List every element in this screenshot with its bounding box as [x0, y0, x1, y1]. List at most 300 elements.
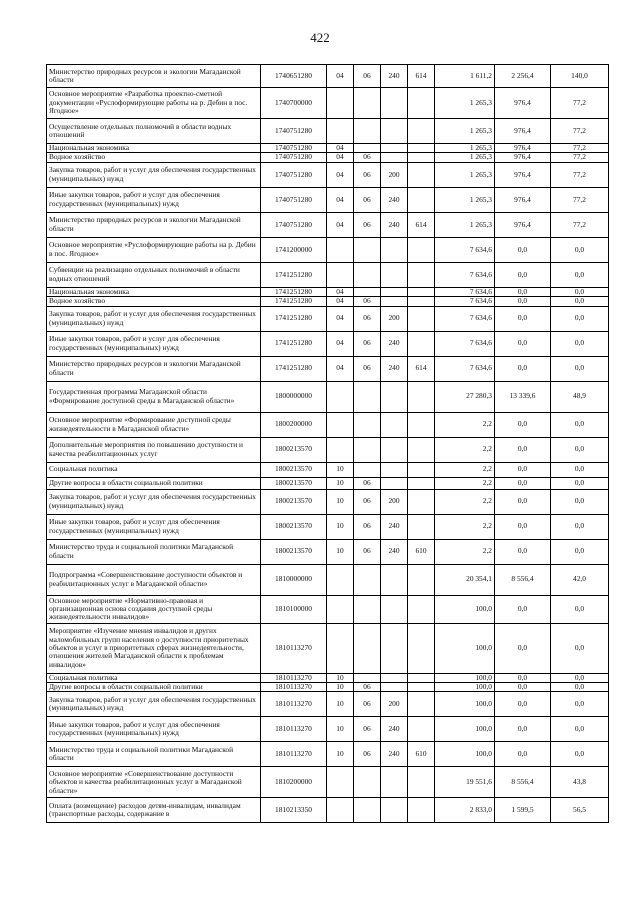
row-actual: 0,0 [495, 437, 551, 462]
row-subsection [354, 673, 381, 682]
row-section: 04 [327, 287, 354, 296]
row-percent: 77,2 [551, 187, 609, 212]
row-department: 614 [408, 65, 435, 88]
row-department [408, 623, 435, 673]
row-code: 1810113270 [261, 683, 327, 692]
row-expense-type [381, 462, 408, 477]
row-section: 04 [327, 187, 354, 212]
row-expense-type [381, 237, 408, 262]
row-actual: 0,0 [495, 477, 551, 489]
row-percent: 0,0 [551, 297, 609, 306]
row-name: Оплата (возмещение) расходов детям-инвалидам, инвалидам (транспортные расходы, содержание в [47, 798, 261, 823]
row-subsection [354, 262, 381, 287]
table-row [47, 595, 609, 623]
row-percent: 0,0 [551, 683, 609, 692]
row-subsection [354, 88, 381, 119]
row-actual: 0,0 [495, 717, 551, 742]
row-percent: 0,0 [551, 412, 609, 437]
row-plan: 100,0 [435, 742, 495, 767]
row-department [408, 564, 435, 595]
row-percent: 0,0 [551, 673, 609, 682]
row-expense-type [381, 144, 408, 153]
row-expense-type: 200 [381, 489, 408, 514]
row-percent: 0,0 [551, 692, 609, 717]
row-plan: 100,0 [435, 623, 495, 673]
row-subsection: 06 [354, 683, 381, 692]
row-department [408, 477, 435, 489]
row-percent: 0,0 [551, 595, 609, 623]
row-actual: 0,0 [495, 623, 551, 673]
budget-table [46, 64, 609, 823]
row-section: 10 [327, 742, 354, 767]
table-row [47, 237, 609, 262]
row-department [408, 262, 435, 287]
row-section: 10 [327, 683, 354, 692]
row-section: 04 [327, 65, 354, 88]
row-name: Подпрограмма «Совершенствование доступности объектов и реабилитационных услуг в Магаданской области» [47, 564, 261, 595]
row-actual: 976,4 [495, 144, 551, 153]
row-code: 1800000000 [261, 381, 327, 412]
row-code: 1741251280 [261, 297, 327, 306]
row-name: Национальная экономика [47, 144, 261, 153]
row-actual: 0,0 [495, 356, 551, 381]
row-subsection: 06 [354, 162, 381, 187]
row-expense-type [381, 153, 408, 162]
row-subsection: 06 [354, 187, 381, 212]
row-code: 1740751280 [261, 153, 327, 162]
row-code: 1740751280 [261, 162, 327, 187]
row-code: 1741200000 [261, 237, 327, 262]
row-expense-type [381, 262, 408, 287]
page-number: 422 [310, 30, 330, 45]
row-plan: 2,2 [435, 462, 495, 477]
table-row [47, 717, 609, 742]
row-subsection: 06 [354, 717, 381, 742]
row-plan: 2,2 [435, 477, 495, 489]
row-subsection [354, 381, 381, 412]
row-percent: 0,0 [551, 437, 609, 462]
row-department [408, 514, 435, 539]
row-actual: 0,0 [495, 742, 551, 767]
row-percent: 0,0 [551, 237, 609, 262]
row-percent: 77,2 [551, 212, 609, 237]
table-row [47, 489, 609, 514]
row-department [408, 237, 435, 262]
row-plan: 1 265,3 [435, 212, 495, 237]
row-name: Социальная политика [47, 673, 261, 682]
row-subsection: 06 [354, 212, 381, 237]
row-expense-type [381, 564, 408, 595]
table-row [47, 673, 609, 682]
row-expense-type [381, 381, 408, 412]
row-name: Дополнительные мероприятия по повышению доступности и качества реабилитационных услуг [47, 437, 261, 462]
row-subsection [354, 564, 381, 595]
row-actual: 0,0 [495, 683, 551, 692]
row-department [408, 331, 435, 356]
row-department [408, 162, 435, 187]
row-expense-type [381, 437, 408, 462]
row-percent: 77,2 [551, 153, 609, 162]
row-section [327, 623, 354, 673]
row-section [327, 262, 354, 287]
table-row [47, 623, 609, 673]
row-plan: 100,0 [435, 673, 495, 682]
row-code: 1800213570 [261, 437, 327, 462]
row-subsection [354, 119, 381, 144]
table-row [47, 381, 609, 412]
row-section [327, 767, 354, 798]
row-name: Иные закупки товаров, работ и услуг для обеспечения государственных (муниципальных) нужд [47, 187, 261, 212]
table-row [47, 356, 609, 381]
row-plan: 1 265,3 [435, 162, 495, 187]
table-row [47, 153, 609, 162]
row-plan: 2,2 [435, 514, 495, 539]
row-department [408, 767, 435, 798]
row-department [408, 798, 435, 823]
row-percent: 0,0 [551, 623, 609, 673]
row-actual: 13 339,6 [495, 381, 551, 412]
row-subsection: 06 [354, 331, 381, 356]
row-plan: 7 634,6 [435, 356, 495, 381]
row-subsection [354, 437, 381, 462]
row-percent: 48,9 [551, 381, 609, 412]
table-row [47, 187, 609, 212]
row-section: 10 [327, 717, 354, 742]
table-row [47, 767, 609, 798]
row-plan: 7 634,6 [435, 306, 495, 331]
row-percent: 0,0 [551, 489, 609, 514]
row-code: 1800213570 [261, 477, 327, 489]
row-name: Основное мероприятие «Совершенствование доступности объектов и качества реабилитационных услуг в Магаданской области» [47, 767, 261, 798]
row-subsection [354, 623, 381, 673]
row-percent: 0,0 [551, 262, 609, 287]
row-subsection [354, 412, 381, 437]
row-code: 1740751280 [261, 212, 327, 237]
table-row [47, 462, 609, 477]
row-expense-type [381, 119, 408, 144]
row-percent: 0,0 [551, 477, 609, 489]
row-expense-type: 240 [381, 742, 408, 767]
row-expense-type [381, 673, 408, 682]
row-expense-type [381, 412, 408, 437]
row-name: Министерство труда и социальной политики Магаданской области [47, 539, 261, 564]
row-expense-type [381, 287, 408, 296]
row-department [408, 692, 435, 717]
row-expense-type: 200 [381, 306, 408, 331]
row-expense-type [381, 767, 408, 798]
table-row [47, 477, 609, 489]
row-code: 1740700000 [261, 88, 327, 119]
row-section [327, 88, 354, 119]
row-plan: 27 280,3 [435, 381, 495, 412]
row-actual: 0,0 [495, 412, 551, 437]
row-name: Основное мероприятие «Руслоформирующие работы на р. Дебин в пос. Ягодное» [47, 237, 261, 262]
table-row [47, 65, 609, 88]
row-name: Закупка товаров, работ и услуг для обеспечения государственных (муниципальных) нужд [47, 306, 261, 331]
table-body [47, 65, 609, 823]
row-percent: 56,5 [551, 798, 609, 823]
row-name: Основное мероприятие «Разработка проектно-сметной документации «Руслоформирующие работы на р. Дебин в пос. Ягодное» [47, 88, 261, 119]
row-actual: 976,4 [495, 153, 551, 162]
row-department [408, 462, 435, 477]
row-subsection [354, 287, 381, 296]
row-plan: 1 265,3 [435, 119, 495, 144]
row-percent: 0,0 [551, 539, 609, 564]
row-expense-type: 240 [381, 717, 408, 742]
row-section: 10 [327, 673, 354, 682]
row-percent: 0,0 [551, 462, 609, 477]
row-actual: 0,0 [495, 287, 551, 296]
row-plan: 2,2 [435, 539, 495, 564]
row-section: 04 [327, 306, 354, 331]
row-name: Закупка товаров, работ и услуг для обеспечения государственных (муниципальных) нужд [47, 489, 261, 514]
row-section: 04 [327, 162, 354, 187]
row-subsection: 06 [354, 692, 381, 717]
row-actual: 8 556,4 [495, 564, 551, 595]
row-section: 04 [327, 153, 354, 162]
row-plan: 1 265,3 [435, 187, 495, 212]
row-name: Министерство природных ресурсов и экологии Магаданской области [47, 356, 261, 381]
table-row [47, 539, 609, 564]
row-department [408, 412, 435, 437]
table-row [47, 564, 609, 595]
row-code: 1810113270 [261, 742, 327, 767]
row-actual: 976,4 [495, 88, 551, 119]
row-department [408, 595, 435, 623]
row-name: Основное мероприятие «Нормативно-правовая и организационная основа создания доступной среды жизнедеятельности инвалидов» [47, 595, 261, 623]
row-actual: 976,4 [495, 119, 551, 144]
row-subsection: 06 [354, 489, 381, 514]
row-expense-type [381, 297, 408, 306]
row-name: Социальная политика [47, 462, 261, 477]
row-subsection [354, 767, 381, 798]
row-subsection [354, 144, 381, 153]
row-department: 614 [408, 212, 435, 237]
row-subsection: 06 [354, 539, 381, 564]
table-row [47, 331, 609, 356]
row-name: Национальная экономика [47, 287, 261, 296]
table-row [47, 306, 609, 331]
row-subsection: 06 [354, 297, 381, 306]
row-department [408, 683, 435, 692]
row-code: 1810113270 [261, 692, 327, 717]
row-code: 1741251280 [261, 306, 327, 331]
row-plan: 100,0 [435, 692, 495, 717]
row-actual: 976,4 [495, 212, 551, 237]
row-department [408, 437, 435, 462]
row-expense-type [381, 798, 408, 823]
row-plan: 1 265,3 [435, 153, 495, 162]
row-plan: 2,2 [435, 437, 495, 462]
row-subsection: 06 [354, 65, 381, 88]
row-department: 614 [408, 356, 435, 381]
row-department [408, 717, 435, 742]
row-percent: 0,0 [551, 356, 609, 381]
table-row [47, 297, 609, 306]
row-subsection: 06 [354, 742, 381, 767]
row-actual: 2 256,4 [495, 65, 551, 88]
table-row [47, 287, 609, 296]
row-name: Основное мероприятие «Формирование доступной среды жизнедеятельности в Магаданской области» [47, 412, 261, 437]
row-code: 1810113270 [261, 673, 327, 682]
row-expense-type: 240 [381, 212, 408, 237]
row-subsection: 06 [354, 514, 381, 539]
table-row [47, 88, 609, 119]
row-section: 10 [327, 489, 354, 514]
row-code: 1800213570 [261, 514, 327, 539]
row-code: 1741251280 [261, 287, 327, 296]
row-expense-type: 200 [381, 692, 408, 717]
row-section [327, 412, 354, 437]
row-department [408, 187, 435, 212]
row-actual: 8 556,4 [495, 767, 551, 798]
row-plan: 1 265,3 [435, 144, 495, 153]
table-row [47, 212, 609, 237]
row-subsection [354, 237, 381, 262]
row-code: 1810100000 [261, 595, 327, 623]
row-department: 610 [408, 539, 435, 564]
row-department [408, 119, 435, 144]
row-name: Министерство труда и социальной политики Магаданской области [47, 742, 261, 767]
row-name: Водное хозяйство [47, 297, 261, 306]
row-department [408, 297, 435, 306]
row-actual: 0,0 [495, 489, 551, 514]
row-actual: 976,4 [495, 187, 551, 212]
row-plan: 7 634,6 [435, 331, 495, 356]
row-code: 1800213570 [261, 539, 327, 564]
row-expense-type: 200 [381, 162, 408, 187]
row-code: 1740751280 [261, 187, 327, 212]
row-actual: 0,0 [495, 297, 551, 306]
row-actual: 0,0 [495, 692, 551, 717]
row-plan: 1 265,3 [435, 88, 495, 119]
row-actual: 0,0 [495, 462, 551, 477]
row-plan: 7 634,6 [435, 262, 495, 287]
row-plan: 100,0 [435, 717, 495, 742]
row-name: Министерство природных ресурсов и экологии Магаданской области [47, 212, 261, 237]
row-code: 1740651280 [261, 65, 327, 88]
row-department [408, 381, 435, 412]
row-percent: 0,0 [551, 717, 609, 742]
row-department [408, 144, 435, 153]
row-section: 04 [327, 297, 354, 306]
row-code: 1741251280 [261, 331, 327, 356]
row-expense-type [381, 88, 408, 119]
row-expense-type: 240 [381, 514, 408, 539]
row-percent: 77,2 [551, 144, 609, 153]
row-plan: 1 611,2 [435, 65, 495, 88]
row-section: 10 [327, 692, 354, 717]
row-plan: 7 634,6 [435, 297, 495, 306]
row-percent: 0,0 [551, 287, 609, 296]
row-code: 1810113270 [261, 623, 327, 673]
row-code: 1800213570 [261, 489, 327, 514]
row-code: 1740751280 [261, 119, 327, 144]
table-row [47, 437, 609, 462]
row-plan: 20 354,1 [435, 564, 495, 595]
row-plan: 100,0 [435, 595, 495, 623]
row-subsection: 06 [354, 477, 381, 489]
row-section: 04 [327, 331, 354, 356]
table-row [47, 798, 609, 823]
row-subsection [354, 798, 381, 823]
row-name: Другие вопросы в области социальной политики [47, 477, 261, 489]
row-section: 04 [327, 144, 354, 153]
row-plan: 2 833,0 [435, 798, 495, 823]
row-expense-type: 240 [381, 187, 408, 212]
table-row [47, 742, 609, 767]
row-name: Министерство природных ресурсов и экологии Магаданской области [47, 65, 261, 88]
row-subsection [354, 595, 381, 623]
row-name: Осуществление отдельных полномочий в области водных отношений [47, 119, 261, 144]
row-subsection: 06 [354, 306, 381, 331]
row-actual: 0,0 [495, 262, 551, 287]
row-department [408, 88, 435, 119]
row-expense-type [381, 477, 408, 489]
row-name: Государственная программа Магаданской области «Формирование доступной среды в Магаданской области» [47, 381, 261, 412]
table-row [47, 514, 609, 539]
row-plan: 100,0 [435, 683, 495, 692]
row-actual: 0,0 [495, 237, 551, 262]
row-name: Другие вопросы в области социальной политики [47, 683, 261, 692]
row-percent: 42,0 [551, 564, 609, 595]
row-actual: 976,4 [495, 162, 551, 187]
row-section: 04 [327, 356, 354, 381]
row-expense-type [381, 595, 408, 623]
row-section: 10 [327, 477, 354, 489]
row-section: 10 [327, 539, 354, 564]
row-actual: 0,0 [495, 306, 551, 331]
row-code: 1741251280 [261, 356, 327, 381]
row-department [408, 489, 435, 514]
row-name: Иные закупки товаров, работ и услуг для обеспечения государственных (муниципальных) нужд [47, 514, 261, 539]
row-percent: 77,2 [551, 119, 609, 144]
row-name: Мероприятие «Изучение мнения инвалидов и других маломобильных групп населения о доступности приоритетных объектов и услуг в приоритетных сферах жизнедеятельности, отношения жителей Магаданской области к проблемам инвалидов» [47, 623, 261, 673]
row-section [327, 119, 354, 144]
row-section [327, 237, 354, 262]
row-name: Закупка товаров, работ и услуг для обеспечения государственных (муниципальных) нужд [47, 692, 261, 717]
row-plan: 2,2 [435, 412, 495, 437]
row-subsection: 06 [354, 153, 381, 162]
row-expense-type: 240 [381, 356, 408, 381]
row-actual: 0,0 [495, 595, 551, 623]
row-code: 1810000000 [261, 564, 327, 595]
row-expense-type: 240 [381, 331, 408, 356]
row-department [408, 673, 435, 682]
row-actual: 0,0 [495, 514, 551, 539]
row-actual: 0,0 [495, 673, 551, 682]
row-expense-type: 240 [381, 539, 408, 564]
row-plan: 2,2 [435, 489, 495, 514]
table-row [47, 683, 609, 692]
row-code: 1800200000 [261, 412, 327, 437]
row-section: 10 [327, 514, 354, 539]
row-code: 1810113270 [261, 717, 327, 742]
row-department [408, 287, 435, 296]
row-name: Иные закупки товаров, работ и услуг для обеспечения государственных (муниципальных) нужд [47, 717, 261, 742]
row-plan: 7 634,6 [435, 287, 495, 296]
row-name: Водное хозяйство [47, 153, 261, 162]
row-code: 1810213350 [261, 798, 327, 823]
row-plan: 19 551,6 [435, 767, 495, 798]
row-department [408, 306, 435, 331]
row-actual: 0,0 [495, 539, 551, 564]
row-percent: 77,2 [551, 162, 609, 187]
row-section [327, 437, 354, 462]
row-department [408, 153, 435, 162]
row-section [327, 381, 354, 412]
row-department: 610 [408, 742, 435, 767]
